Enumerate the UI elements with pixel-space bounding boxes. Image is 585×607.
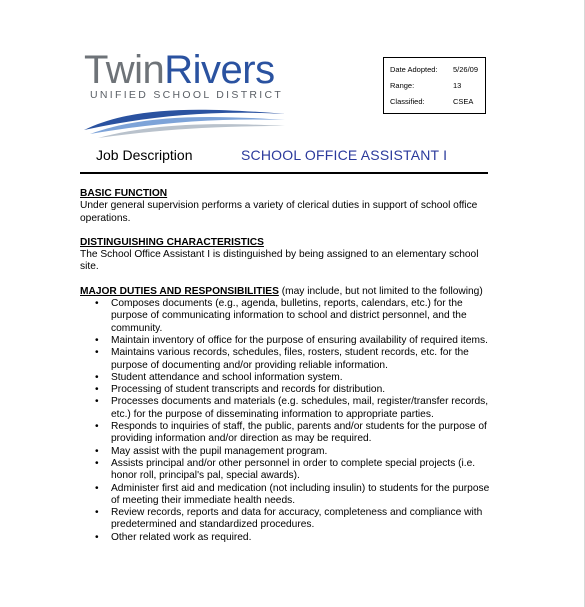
info-label: Classified: bbox=[390, 97, 425, 106]
list-item: • Responds to inquiries of staff, the public, parents and/or students for the purpose of providing information and/or direction as may be required. bbox=[111, 421, 496, 446]
list-item: • Administer first aid and medication (not including insulin) to students for the purpose of meeting their immediate health needs. bbox=[111, 483, 496, 508]
section-basic-function bbox=[80, 188, 496, 225]
job-title: SCHOOL OFFICE ASSISTANT I bbox=[241, 147, 448, 163]
info-value: CSEA bbox=[453, 97, 474, 106]
duties-list bbox=[80, 298, 496, 544]
list-item: • Review records, reports and data for accuracy, completeness and compliance with predetermined and standardized procedures. bbox=[111, 507, 496, 532]
classification-box bbox=[383, 57, 486, 114]
header-divider bbox=[80, 172, 488, 174]
document-body bbox=[80, 188, 496, 556]
section-heading: BASIC FUNCTION bbox=[80, 188, 168, 199]
logo-twin: Twin bbox=[84, 48, 165, 92]
section-duties bbox=[80, 286, 496, 544]
logo-waves-icon bbox=[80, 100, 290, 140]
list-item: • Composes documents (e.g., agenda, bulletins, reports, calendars, etc.) for the purpose of communicating information to school and district personnel, and the community. bbox=[111, 298, 496, 335]
logo-subtitle: UNIFIED SCHOOL DISTRICT bbox=[90, 89, 284, 101]
logo-wordmark bbox=[84, 48, 275, 92]
section-heading-note: (may include, but not limited to the following) bbox=[281, 285, 483, 297]
info-label: Range: bbox=[390, 81, 415, 90]
district-logo bbox=[80, 48, 290, 138]
list-item: • May assist with the pupil management program. bbox=[111, 446, 496, 458]
section-text: Under general supervision performs a variety of clerical duties in support of school office operations. bbox=[80, 200, 478, 224]
info-value: 13 bbox=[453, 81, 462, 90]
info-row-classified bbox=[390, 94, 479, 110]
info-row-date bbox=[390, 62, 479, 78]
section-distinguishing bbox=[80, 237, 496, 274]
section-text: The School Office Assistant I is distinguished by being assigned to an elementary school site. bbox=[80, 249, 479, 273]
logo-rivers: Rivers bbox=[164, 48, 275, 92]
info-label: Date Adopted: bbox=[390, 65, 438, 74]
list-item: • Processing of student transcripts and records for distribution. bbox=[111, 384, 496, 396]
list-item: • Student attendance and school information system. bbox=[111, 372, 496, 384]
doc-type-label: Job Description bbox=[96, 147, 193, 163]
list-item: • Processes documents and materials (e.g. schedules, mail, register/transfer records, etc.) for the purpose of disseminating information to appropriate parties. bbox=[111, 396, 496, 421]
list-item: • Maintains various records, schedules, files, rosters, student records, etc. for the purpose of documenting and/or providing reliable information. bbox=[111, 347, 496, 372]
list-item: • Other related work as required. bbox=[111, 532, 496, 544]
section-heading: MAJOR DUTIES AND RESPONSIBILITIES bbox=[80, 285, 279, 297]
duties-heading-line bbox=[80, 286, 496, 298]
list-item: • Maintain inventory of office for the purpose of ensuring availability of required items. bbox=[111, 335, 496, 347]
section-heading: DISTINGUISHING CHARACTERISTICS bbox=[80, 236, 264, 248]
info-value: 5/26/09 bbox=[453, 65, 479, 74]
list-item: • Assists principal and/or other personnel in order to complete special projects (i.e. honor roll, principal's pal, special awards). bbox=[111, 458, 496, 483]
info-row-range bbox=[390, 78, 479, 94]
